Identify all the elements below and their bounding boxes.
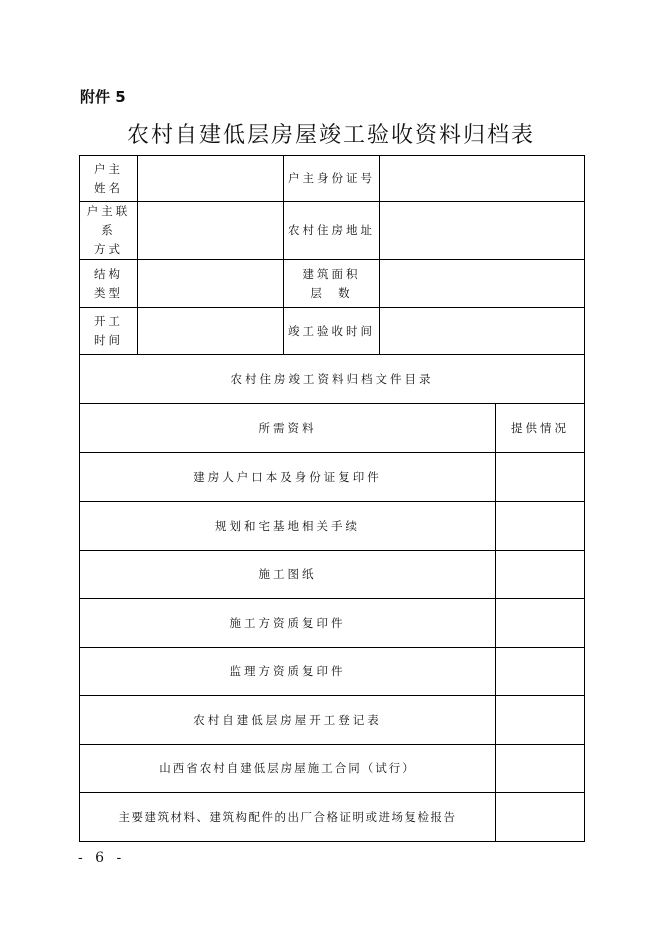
structure-label-line1: 结构 xyxy=(94,266,123,281)
owner-contact-label-line1: 户主联系 xyxy=(86,204,131,237)
table-row xyxy=(80,696,585,745)
owner-name-value[interactable] xyxy=(138,156,284,202)
table-row xyxy=(80,648,585,696)
catalog-title: 农村住房竣工资料归档文件目录 xyxy=(80,355,585,404)
column-header-status: 提供情况 xyxy=(496,404,585,453)
start-time-label-line1: 开工 xyxy=(94,314,123,328)
catalog-item: 监理方资质复印件 xyxy=(80,648,496,696)
structure-label xyxy=(80,260,138,308)
row-catalog-header xyxy=(80,404,585,453)
owner-id-label: 户主身份证号 xyxy=(284,156,380,202)
catalog-item: 主要建筑材料、建筑构配件的出厂合格证明或进场复检报告 xyxy=(80,793,496,842)
owner-name-label xyxy=(80,156,138,202)
status-cell[interactable] xyxy=(496,453,585,502)
structure-label-line2: 类型 xyxy=(94,285,123,300)
status-cell[interactable] xyxy=(496,793,585,842)
row-catalog-title xyxy=(80,355,585,404)
table-row xyxy=(80,793,585,842)
status-cell[interactable] xyxy=(496,696,585,745)
row-owner-name xyxy=(80,156,585,202)
catalog-item: 规划和宅基地相关手续 xyxy=(80,502,496,551)
catalog-item: 施工图纸 xyxy=(80,551,496,599)
page-number: - 6 - xyxy=(78,850,126,866)
status-cell[interactable] xyxy=(496,551,585,599)
owner-name-label-line2: 姓名 xyxy=(94,180,123,195)
row-owner-contact xyxy=(80,202,585,260)
start-time-value[interactable] xyxy=(138,308,284,355)
address-label: 农村住房地址 xyxy=(284,202,380,260)
table-row xyxy=(80,599,585,648)
status-cell[interactable] xyxy=(496,745,585,793)
column-header-required: 所需资料 xyxy=(80,404,496,453)
floors-label: 层 数 xyxy=(310,285,353,300)
catalog-item: 施工方资质复印件 xyxy=(80,599,496,648)
catalog-item: 农村自建低层房屋开工登记表 xyxy=(80,696,496,745)
start-time-label xyxy=(80,308,138,355)
owner-id-value[interactable] xyxy=(380,156,585,202)
owner-name-label-line1: 户主 xyxy=(94,161,123,176)
catalog-item: 山西省农村自建低层房屋施工合同（试行） xyxy=(80,745,496,793)
document-title: 农村自建低层房屋竣工验收资料归档表 xyxy=(126,123,535,148)
status-cell[interactable] xyxy=(496,648,585,696)
completion-time-value[interactable] xyxy=(380,308,585,355)
area-floors-value[interactable] xyxy=(380,260,585,308)
table-row xyxy=(80,551,585,599)
area-floors-label xyxy=(284,260,380,308)
catalog-item: 建房人户口本及身份证复印件 xyxy=(80,453,496,502)
status-cell[interactable] xyxy=(496,599,585,648)
table-row xyxy=(80,453,585,502)
archive-form-table xyxy=(79,155,585,842)
status-cell[interactable] xyxy=(496,502,585,551)
completion-time-label: 竣工验收时间 xyxy=(284,308,380,355)
row-structure xyxy=(80,260,585,308)
address-value[interactable] xyxy=(380,202,585,260)
structure-value[interactable] xyxy=(138,260,284,308)
start-time-label-line2: 时间 xyxy=(94,333,123,347)
row-start-time xyxy=(80,308,585,355)
owner-contact-value[interactable] xyxy=(138,202,284,260)
area-label: 建筑面积 xyxy=(302,266,361,281)
owner-contact-label-line2: 方式 xyxy=(94,242,123,256)
table-row xyxy=(80,745,585,793)
table-row xyxy=(80,502,585,551)
attachment-label: 附件 5 xyxy=(80,88,126,106)
owner-contact-label xyxy=(80,202,138,260)
